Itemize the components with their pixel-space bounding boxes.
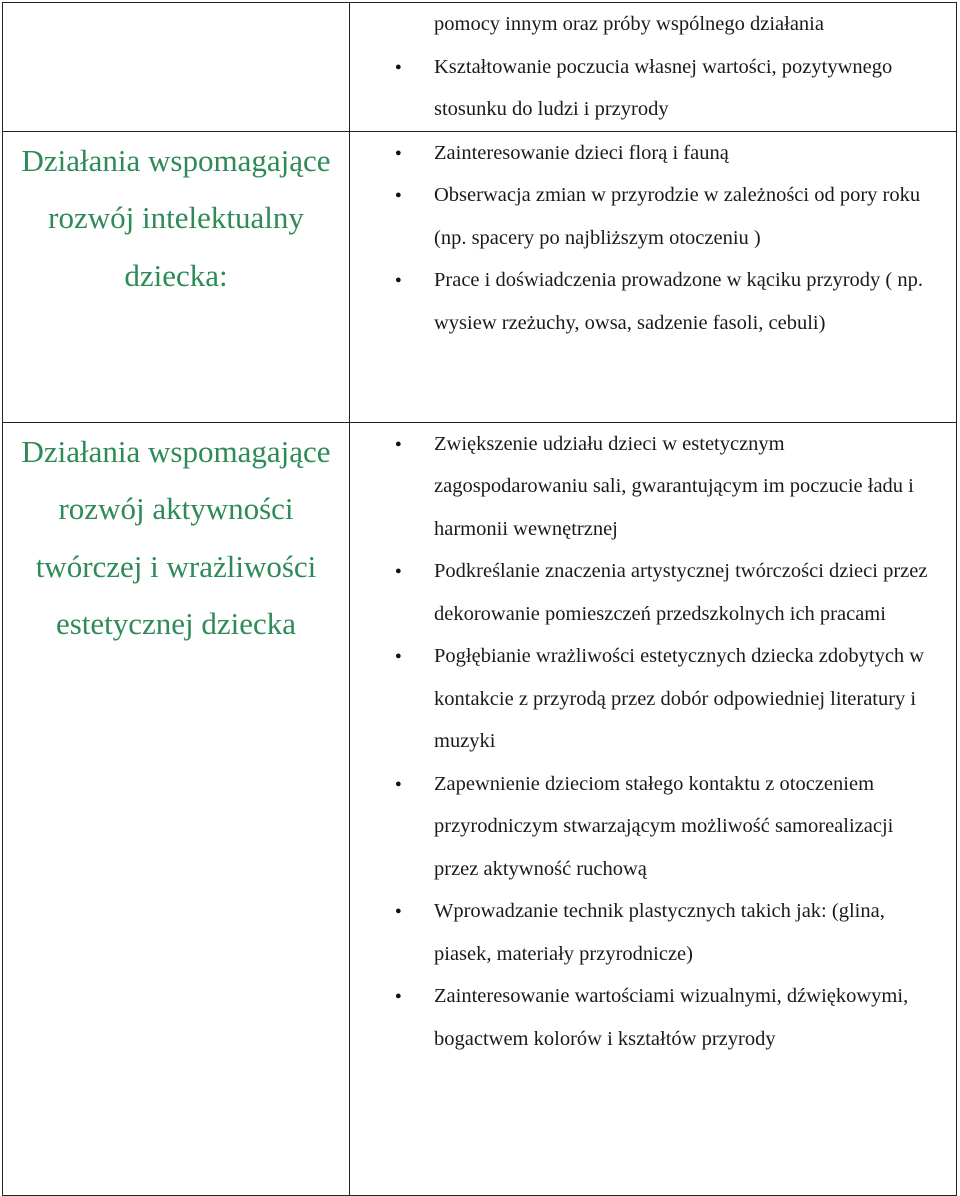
bullet-icon: ●: [395, 650, 402, 662]
table-row: [3, 131, 957, 422]
list-item: [350, 423, 956, 551]
activities-cell: [350, 3, 957, 132]
list-item-text: Podkreślanie znaczenia artystycznej twórczości dzieci przez dekorowanie pomieszczeń przedszkolnych ich pracami: [434, 560, 928, 625]
category-heading: Działania wspomagające rozwój intelektualny dziecka:: [21, 142, 331, 293]
list-item: [350, 259, 956, 344]
table-row: [3, 422, 957, 1195]
list-item: [350, 132, 956, 175]
bullet-icon: ●: [395, 990, 402, 1002]
list-item-text: Zwiększenie udziału dzieci w estetycznym zagospodarowaniu sali, gwarantującym im poczucie ładu i harmonii wewnętrznej: [434, 432, 914, 540]
category-cell: [3, 422, 350, 1195]
bullet-icon: ●: [395, 274, 402, 286]
activities-cell: [350, 422, 957, 1195]
list-item-text: Zainteresowanie wartościami wizualnymi, dźwiękowymi, bogactwem kolorów i kształtów przyrody: [434, 985, 909, 1050]
bullet-icon: ●: [395, 565, 402, 577]
activities-cell: [350, 131, 957, 422]
list-item-text: Pogłębianie wrażliwości estetycznych dziecka zdobytych w kontakcie z przyrodą przez dobór odpowiedniej literatury i muzyki: [434, 645, 925, 752]
list-item: [350, 550, 956, 635]
bullet-icon: ●: [395, 60, 402, 73]
category-cell: [3, 3, 350, 132]
activity-list: [350, 423, 956, 1061]
bullet-icon: ●: [395, 146, 402, 159]
activity-list: [350, 46, 956, 131]
list-item-text: Obserwacja zmian w przyrodzie w zależności od pory roku (np. spacery po najbliższym otoczeniu ): [434, 184, 921, 249]
plan-table: [2, 2, 957, 1196]
list-item-text: Zapewnienie dzieciom stałego kontaktu z otoczeniem przyrodniczym stwarzającym możliwość samorealizacji przez aktywność ruchową: [434, 772, 894, 880]
continued-text: pomocy innym oraz próby wspólnego działania: [434, 13, 824, 35]
category-cell: [3, 131, 350, 422]
table-row: [3, 3, 957, 132]
bullet-icon: ●: [395, 437, 402, 450]
bullet-icon: ●: [395, 189, 402, 201]
list-item: [350, 174, 956, 259]
activity-list: [350, 132, 956, 345]
category-heading: Działania wspomagające rozwój aktywności twórczej i wrażliwości estetycznej dziecka: [21, 433, 331, 641]
bullet-icon: ●: [395, 905, 402, 917]
list-item-text: Wprowadzanie technik plastycznych takich jak: (glina, piasek, materiały przyrodnicze): [434, 900, 885, 965]
list-item-text: Zainteresowanie dzieci florą i fauną: [434, 141, 729, 164]
list-item: [350, 763, 956, 891]
list-item-text: Kształtowanie poczucia własnej wartości, pozytywnego stosunku do ludzi i przyrody: [434, 55, 893, 120]
list-item: [350, 46, 956, 131]
list-item-text: Prace i doświadczenia prowadzone w kąciku przyrody ( np. wysiew rzeżuchy, owsa, sadzenie fasoli, cebuli): [434, 269, 923, 334]
list-item: [350, 975, 956, 1060]
list-item: [350, 635, 956, 763]
bullet-icon: ●: [395, 777, 402, 790]
list-item: [350, 890, 956, 975]
